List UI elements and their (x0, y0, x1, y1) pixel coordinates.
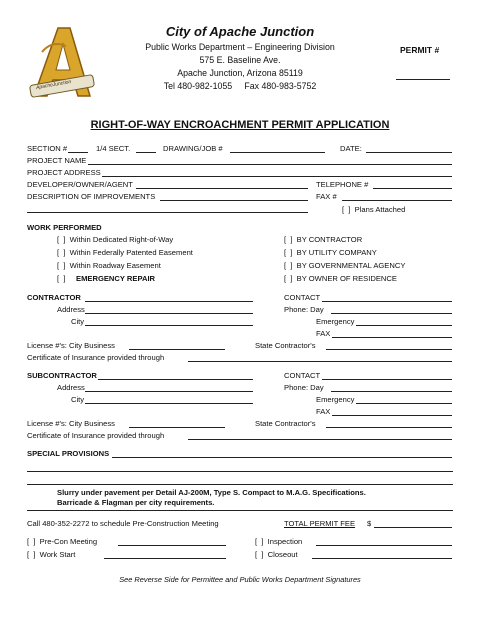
contractor-emergency-label: Emergency (316, 317, 355, 326)
quarter-sect-label: 1/4 SECT. (96, 144, 131, 153)
logo-emblem (28, 22, 96, 104)
drawing-job-line[interactable] (230, 152, 325, 153)
contractor-heading: CONTRACTOR (27, 293, 81, 302)
contractor-fax-label: FAX (316, 329, 331, 338)
inspection-line[interactable] (316, 545, 452, 546)
date-label: DATE: (340, 144, 362, 153)
contractor-address-label: Address (57, 305, 85, 314)
special-provisions-line-1[interactable] (112, 457, 452, 458)
subcontractor-license-label: License #'s: City Business (27, 419, 115, 428)
subcontractor-heading: SUBCONTRACTOR (27, 371, 97, 380)
permit-number-line[interactable] (396, 79, 450, 80)
work-start-line[interactable] (104, 558, 226, 559)
pre-construction-call: Call 480-352-2272 to schedule Pre-Construction Meeting (27, 519, 219, 528)
contractor-license-label: License #'s: City Business (27, 341, 115, 350)
plans-attached-checkbox[interactable]: [ ] Plans Attached (342, 205, 406, 214)
subcontractor-license-line[interactable] (129, 427, 225, 428)
contractor-phone-line[interactable] (331, 313, 452, 314)
contractor-insurance-line[interactable] (188, 361, 452, 362)
pre-con-line[interactable] (118, 545, 226, 546)
description-line[interactable] (160, 200, 308, 201)
subcontractor-fax-label: FAX (316, 407, 331, 416)
subcontractor-emergency-line[interactable] (356, 403, 452, 404)
checkbox-roadway-easement[interactable]: [ ] Within Roadway Easement (57, 261, 161, 270)
contractor-license-line[interactable] (129, 349, 225, 350)
street-address: 575 E. Baseline Ave. (199, 55, 281, 65)
subcontractor-state-line[interactable] (326, 427, 452, 428)
project-name-label: PROJECT NAME (27, 156, 87, 165)
fax-line[interactable] (342, 200, 452, 201)
contractor-city-label: City (71, 317, 85, 326)
telephone-line[interactable] (373, 188, 452, 189)
developer-line[interactable] (136, 188, 308, 189)
closeout-line[interactable] (312, 558, 452, 559)
contractor-address-line[interactable] (85, 313, 253, 314)
subcontractor-insurance-label: Certificate of Insurance provided through (27, 431, 165, 440)
department: Public Works Department – Engineering Division (145, 42, 335, 52)
project-address-label: PROJECT ADDRESS (27, 168, 101, 177)
subcontractor-city-line[interactable] (85, 403, 253, 404)
checkbox-closeout[interactable]: [ ] Closeout (255, 550, 298, 559)
special-provisions-heading: SPECIAL PROVISIONS (27, 449, 110, 458)
subcontractor-fax-line[interactable] (332, 415, 452, 416)
reverse-side-note: See Reverse Side for Permittee and Public Works Department Signatures (119, 575, 361, 584)
subcontractor-address-line[interactable] (85, 391, 253, 392)
special-provisions-line-2[interactable] (27, 471, 453, 472)
telephone-label: TELEPHONE # (316, 180, 369, 189)
checkbox-inspection[interactable]: [ ] Inspection (255, 537, 303, 546)
contractor-insurance-label: Certificate of Insurance provided through (27, 353, 165, 362)
phone-fax: Tel 480-982-1055 Fax 480-983-5752 (163, 81, 317, 91)
checkbox-dedicated-row[interactable]: [ ] Within Dedicated Right-of-Way (57, 235, 174, 244)
checkbox-by-government[interactable]: [ ] BY GOVERNMENTAL AGENCY (284, 261, 406, 270)
developer-label: DEVELOPER/OWNER/AGENT (27, 180, 133, 189)
drawing-job-label: DRAWING/JOB # (163, 144, 223, 153)
city-name: City of Apache Junction (165, 24, 315, 39)
contractor-city-line[interactable] (85, 325, 253, 326)
subcontractor-contact-line[interactable] (322, 379, 452, 380)
date-line[interactable] (366, 152, 452, 153)
slurry-note: Slurry under pavement per Detail AJ-200M, Type S. Compact to M.A.G. Specifications. (57, 488, 366, 497)
total-fee-label: TOTAL PERMIT FEE (284, 519, 356, 528)
checkbox-emergency-box[interactable]: [ ] (57, 274, 66, 283)
contractor-fax-line[interactable] (332, 337, 452, 338)
subcontractor-state-label: State Contractor's (255, 419, 316, 428)
total-fee-line[interactable] (374, 527, 452, 528)
emergency-repair-label: EMERGENCY REPAIR (76, 274, 156, 283)
subcontractor-city-label: City (71, 395, 85, 404)
fax-label: FAX # (316, 192, 337, 201)
subcontractor-phone-label: Phone: Day (284, 383, 324, 392)
contractor-emergency-line[interactable] (356, 325, 452, 326)
permit-number-label: PERMIT # (400, 45, 440, 55)
contractor-line[interactable] (85, 301, 253, 302)
city-logo (28, 22, 96, 104)
subcontractor-insurance-line[interactable] (188, 439, 452, 440)
special-provisions-line-3[interactable] (27, 484, 453, 485)
checkbox-pre-con[interactable]: [ ] Pre-Con Meeting (27, 537, 98, 546)
description-line-2[interactable] (27, 212, 308, 213)
project-address-line[interactable] (102, 176, 452, 177)
dollar-sign: $ (367, 519, 372, 528)
quarter-sect-line[interactable] (136, 152, 156, 153)
project-name-line[interactable] (88, 164, 452, 165)
section-label: SECTION # (27, 144, 68, 153)
special-provisions-divider (27, 510, 453, 511)
contractor-state-label: State Contractor's (255, 341, 316, 350)
description-label: DESCRIPTION OF IMPROVEMENTS (27, 192, 156, 201)
contractor-state-line[interactable] (326, 349, 452, 350)
contractor-phone-label: Phone: Day (284, 305, 324, 314)
contractor-contact-label: CONTACT (284, 293, 321, 302)
subcontractor-address-label: Address (57, 383, 85, 392)
subcontractor-line[interactable] (98, 379, 253, 380)
form-title: RIGHT-OF-WAY ENCROACHMENT PERMIT APPLICATION (90, 119, 390, 131)
checkbox-by-contractor[interactable]: [ ] BY CONTRACTOR (284, 235, 363, 244)
checkbox-work-start[interactable]: [ ] Work Start (27, 550, 76, 559)
checkbox-patented-easement[interactable]: [ ] Within Federally Patented Easement (57, 248, 193, 257)
subcontractor-contact-label: CONTACT (284, 371, 321, 380)
city-state-zip: Apache Junction, Arizona 85119 (177, 68, 303, 78)
logo-ribbon-text: ApacheJunction (35, 78, 72, 92)
work-performed-heading: WORK PERFORMED (27, 223, 102, 232)
checkbox-by-utility[interactable]: [ ] BY UTILITY COMPANY (284, 248, 377, 257)
checkbox-by-owner[interactable]: [ ] BY OWNER OF RESIDENCE (284, 274, 397, 283)
subcontractor-emergency-label: Emergency (316, 395, 355, 404)
contractor-contact-line[interactable] (322, 301, 452, 302)
barricade-note: Barricade & Flagman per city requirements. (57, 498, 215, 507)
section-line[interactable] (68, 152, 88, 153)
subcontractor-phone-line[interactable] (331, 391, 452, 392)
